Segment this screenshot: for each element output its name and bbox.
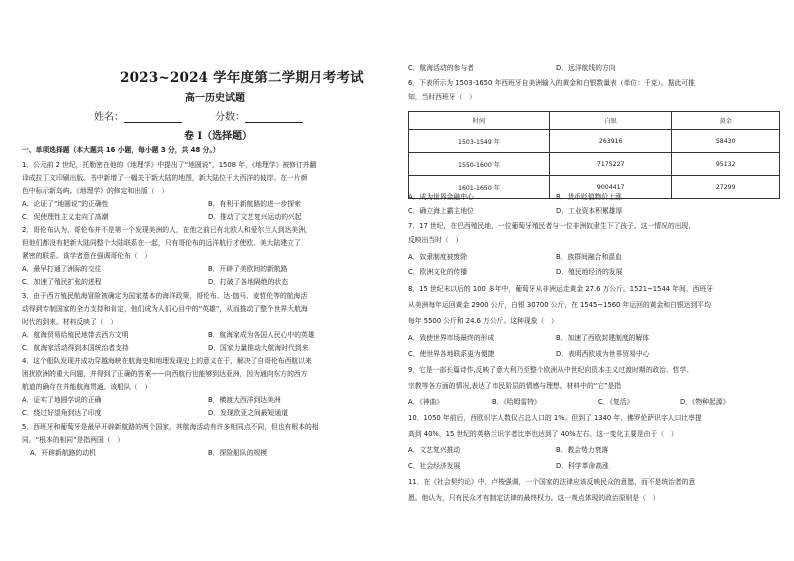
q2-line-1: 2．哥伦布认为，哥伦布并不是第一个发现美洲的人，在他之前已有北欧人和爱尔兰人到达美洲，	[22, 226, 312, 234]
q10-option-d[interactable]: D．科学革命高涨	[556, 462, 609, 470]
q6-option-d[interactable]: D．工业资本积累雄厚	[556, 207, 623, 215]
q6-line-1: 6．下表所示为 1503-1650 年西班牙自美洲输入的黄金和白银数量表（单位：千克）。据此可推	[408, 79, 695, 87]
table-cell: 7175227	[549, 153, 671, 176]
q3-line-3: 时代的到来。材料反映了（ ）	[22, 318, 118, 326]
name-label: 姓名：	[94, 112, 124, 123]
q7-line-2: 反映出当时（ ）	[408, 236, 463, 244]
q6-option-a[interactable]: A．成为世界金融中心	[408, 193, 474, 201]
q8-line-1: 8．15 世纪末以后的 100 多年中，葡萄牙从非洲运走黄金 27.6 万公斤。1521~1544 年间，西班牙	[408, 285, 714, 293]
q3-line-2: 动得到专制国家的全力支持和肯定，他们成为人们心目中的“英雄”，从而推动了整个世界大航海	[22, 305, 308, 313]
q3-option-b[interactable]: B．航海家成为各国人民心中的英雄	[208, 331, 315, 339]
table-cell: 1550-1600 年	[409, 153, 550, 176]
q5-line-2: 同。“根本的相同”是指两国（ ）	[22, 436, 125, 444]
q9-line-2: 宗教等各方面的情况,表达了市民阶层的情感与理想。材料中的“它”是指	[408, 382, 622, 390]
q7-option-c[interactable]: C．欧洲文化的传播	[408, 268, 468, 276]
q10-option-a[interactable]: A．文艺复兴推动	[408, 446, 461, 454]
q1-line-1: 1．公元前 2 世纪，托勒密在他的《地理学》中提出了“地圆说”。1508 年，《地理学》被修订并翻	[22, 161, 317, 169]
q9-option-c[interactable]: C．《复活》	[598, 398, 634, 406]
q7-option-d[interactable]: D．殖民地经济的发展	[556, 268, 623, 276]
q5-line-1: 5．西班牙和葡萄牙是最早开辟新航路的两个国家，其航海活动有许多相同点不同，但也有根本的相	[22, 423, 319, 431]
q10-option-b[interactable]: B．教会势力衰落	[556, 446, 609, 454]
q7-option-b[interactable]: B．族群间融合和混血	[556, 253, 622, 261]
exam-subtitle: 高一历史试题	[185, 93, 245, 104]
q4-line-2: 困扰欧洲的重大问题，并得到了正确的答案——向西航行也能够到达亚洲，因为通向东方的西方	[22, 370, 308, 378]
table-cell: 1503-1549 年	[409, 130, 550, 153]
q5-option-b[interactable]: B．探险船队的规模	[208, 449, 268, 457]
q4-option-b[interactable]: B．横渡大西洋到达美洲	[208, 396, 281, 404]
q8-option-d[interactable]: D．表明西欧成为世界贸易中心	[556, 350, 650, 358]
table-header-cell: 白银	[549, 112, 671, 130]
q7-line-1: 7．17 世纪，在巴西殖民地，一位葡萄牙殖民者与一位非洲奴隶生下了孩子。这一情况的出现，	[408, 222, 696, 230]
q9-option-a[interactable]: A．《神曲》	[408, 398, 444, 406]
score-label: 分数：	[215, 112, 245, 123]
q1-line-2: 译成拉丁文印刷出版。书中新增了一幅关于新大陆的地图，新大陆位于大西洋的彼岸。在一片颜	[22, 174, 308, 182]
volume-heading: 卷 I（选择题）	[184, 131, 253, 142]
q7-option-a[interactable]: A．奴隶制度被废除	[408, 253, 468, 261]
q9-option-b[interactable]: B．《哈姆雷特》	[492, 398, 541, 406]
q2-option-a[interactable]: A．最早打通了洲际的交往	[22, 265, 102, 273]
table-row	[409, 130, 780, 153]
exam-title: 2023~2024 学年度第二学期月考考试	[120, 70, 364, 86]
q8-option-a[interactable]: A．致使世界市场最终的形成	[408, 334, 495, 342]
score-blank[interactable]	[245, 113, 303, 123]
q9-line-1: 9．它是一部长篇诗作,反映了意大利乃至整个欧洲从中世纪向资本主义过渡时期的政治、哲学、	[408, 366, 694, 374]
q5-option-d[interactable]: D．远洋航线的方向	[556, 64, 616, 72]
name-field[interactable]	[94, 108, 182, 123]
q4-line-3: 航道的确存在并能航海贯通。该船队（ ）	[22, 383, 152, 391]
q8-line-2: 从美洲每年运回黄金 2900 公斤，白银 30700 公斤，在 1545~1560 年运回的黄金和白银达到平均	[408, 301, 711, 309]
q6-line-2: 知，当时西班牙（ ）	[408, 93, 476, 101]
q5-option-c[interactable]: C．航海活动的参与者	[408, 64, 474, 72]
q8-line-3: 每年 5500 公斤和 24.6 万公斤。这种现象（ ）	[408, 317, 558, 325]
q8-option-c[interactable]: C．使世界各地联系更为便捷	[408, 350, 495, 358]
q1-option-a[interactable]: A．论证了“地圆说”的正确性	[22, 200, 109, 208]
q9-option-d[interactable]: D．《物种起源》	[680, 398, 730, 406]
table-header-row	[409, 112, 780, 130]
q2-line-2: 但他们都没有把新大陆同整个大陆联系在一起，只有哥伦布的远洋航行才使欧、美大陆建立了	[22, 239, 301, 247]
q1-option-c[interactable]: C．促使理性主义走向了高潮	[22, 213, 109, 221]
table-header-cell: 黄金	[672, 112, 780, 130]
q1-option-b[interactable]: B．有利于新航路的进一步探索	[208, 200, 302, 208]
table-cell: 95132	[672, 153, 780, 176]
q8-option-b[interactable]: B．加速了西欧封建制度的解体	[556, 334, 650, 342]
q3-option-a[interactable]: A．航海贸易给殖民地带去西方文明	[22, 331, 129, 339]
q1-option-d[interactable]: D．推动了文艺复兴运动的兴起	[208, 213, 302, 221]
name-blank[interactable]	[124, 113, 182, 123]
q3-line-1: 3．由于西方殖民航海冒险被确定为国家基本的海洋政策，哥伦布、达·伽马、麦哲伦等的航海活	[22, 292, 308, 300]
table-cell: 58430	[672, 130, 780, 153]
q6-option-c[interactable]: C．确立海上霸主地位	[408, 207, 474, 215]
q10-option-c[interactable]: C．社会经济发展	[408, 462, 461, 470]
q6-option-b[interactable]: B．货币贬值物价上涨	[556, 193, 622, 201]
table-cell: 27299	[672, 176, 780, 199]
q2-line-3: 紧密的联系。该学者意在强调哥伦布（ ）	[22, 252, 152, 260]
q4-option-a[interactable]: A．证实了地圆学说的正确	[22, 396, 102, 404]
score-field[interactable]	[215, 108, 303, 123]
gold-silver-table	[408, 111, 780, 199]
q4-option-d[interactable]: D．发现欧亚之间最短通道	[208, 409, 288, 417]
q2-option-b[interactable]: B．开辟了美欧间的新航路	[208, 265, 288, 273]
q3-option-d[interactable]: D．国家力量推动大航海时代到来	[208, 344, 309, 352]
q11-line-2: 愿。他认为，只有民众才有制定法律的最终权力。这一观点体现的政治原则是（ ）	[408, 494, 660, 502]
q4-line-1: 4．这个船队发现并成功穿越海峡在航海史和地理发现史上的意义在于，解决了自哥伦布西航以来	[22, 357, 312, 365]
table-cell: 263916	[549, 130, 671, 153]
q11-line-1: 11．在《社会契约论》中，卢梭强调，一个国家的法律应该反映民众的意愿，而不是统治者的意	[408, 478, 696, 486]
section-heading: 一、单项选择题（本大题共 16 小题，每小题 3 分，共 48 分。）	[22, 146, 220, 154]
q2-option-c[interactable]: C．加速了殖民扩张的进程	[22, 278, 102, 286]
table-row	[409, 153, 780, 176]
table-cell: 1601-1650 年	[409, 176, 550, 199]
q1-line-3: 色中标示新岛屿。《地理学》的修定和出版（ ）	[22, 187, 169, 195]
q3-option-c[interactable]: C．航海家活动得到本国统治者支持	[22, 344, 129, 352]
q4-option-c[interactable]: C．绕过好望角到达了印度	[22, 409, 102, 417]
q10-line-2: 高到 40%，15 世纪的英格兰识字者比率也达到了 40%左右。这一变化主要是由于（ ）	[408, 430, 678, 438]
table-header-cell: 时间	[409, 112, 550, 130]
table-cell: 9004417	[549, 176, 671, 199]
q10-line-1: 10．1050 年前后，西欧识字人数仅占总人口的 1%。但到了 1340 年，佛罗伦萨识字人口比率提	[408, 414, 702, 422]
q2-option-d[interactable]: D．打破了各地隔绝的状态	[208, 278, 288, 286]
q5-option-a[interactable]: A．开辟新航路的动机	[30, 449, 96, 457]
